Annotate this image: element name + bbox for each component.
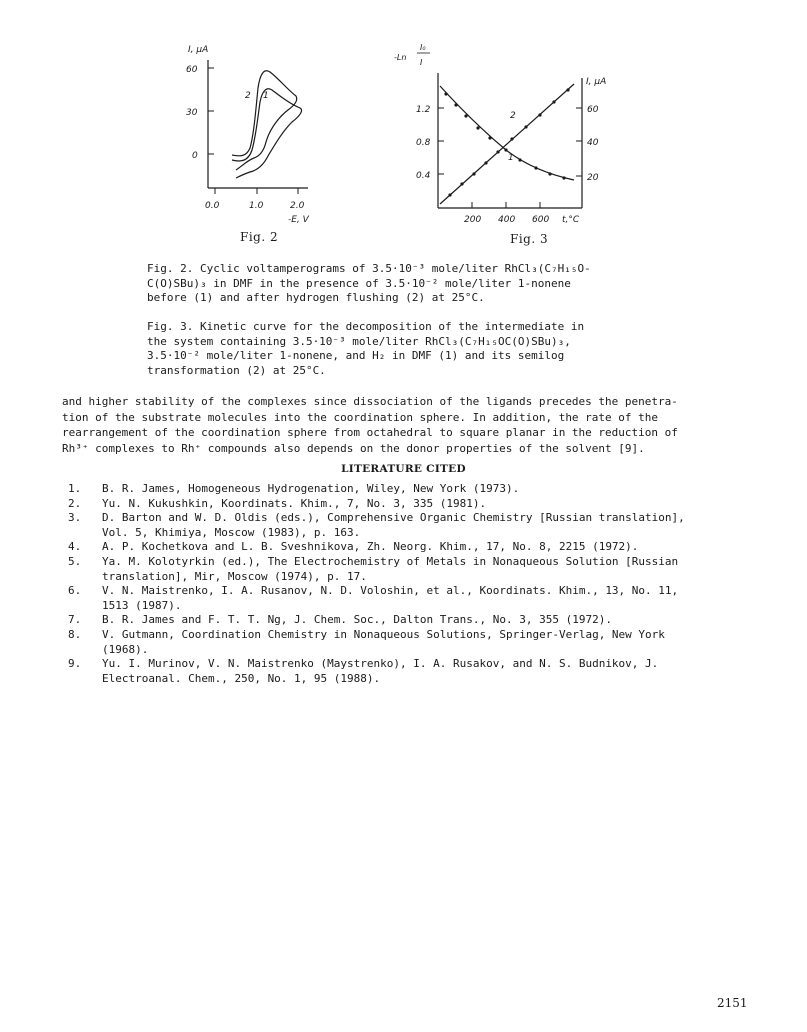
reference-text: B. R. James, Homogeneous Hydrogenation, Wiley, New York (1973). [102,482,520,495]
reference-item [68,613,758,628]
reference-item [68,511,758,540]
reference-text: D. Barton and W. D. Oldis (eds.), Comprehensive Organic Chemistry [Russian translation], Vol. 5, Khimiya, Moscow (1983), p. 163. [102,511,685,539]
reference-number: 2. [68,496,82,510]
fig3-right-tick-label: 20 [587,173,599,183]
fig2-y-tick-label: 30 [186,108,198,118]
body-paragraph: and higher stability of the complexes since dissociation of the ligands precedes the penetra- tion of the substrate molecules into the coordination sphere. In addition, the rate of the rearrangement of the coordination sphere from octahedral to square planar in the reduction of Rh³⁺ complexes to Rh⁺ compounds also depends on the donor properties of the solvent [9]. [62,395,678,455]
literature-cited-heading: LITERATURE CITED [341,463,466,475]
fig3-curve-1 [440,86,574,180]
reference-text: V. N. Maistrenko, I. A. Rusanov, N. D. Voloshin, et al., Koordinats. Khim., 13, No. 11, 1513 (1987). [102,584,679,612]
reference-number: 8. [68,627,82,641]
fig2-plot [170,38,340,228]
reference-text: A. P. Kochetkova and L. B. Sveshnikova, Zh. Neorg. Khim., 17, No. 8, 2215 (1972). [102,540,639,554]
reference-text: Ya. M. Kolotyrkin (ed.), The Electrochemistry of Metals in Nonaqueous Solution [Russian translation], Mir, Moscow (1974), p. 17. [102,554,679,583]
figures-area [170,38,640,253]
fig3-x-axis-label: t,°C [562,215,580,225]
reference-item [68,584,758,613]
reference-item [68,657,758,686]
reference-item [68,540,758,555]
fig3-left-axis-label-prefix: -Ln [394,53,407,62]
fig3-left-tick-label: 1.2 [416,105,431,115]
reference-number: 6. [68,584,82,598]
fig3-left-tick-label: 0.4 [416,171,431,181]
fig3-right-tick-label: 60 [587,105,599,115]
fig3-left-axis-label-den: I [420,58,423,67]
fig2-x-tick-label: 2.0 [290,201,305,211]
reference-number: 5. [68,554,82,568]
reference-text: B. R. James and F. T. T. Ng, J. Chem. Soc., Dalton Trans., No. 3, 355 (1972). [102,613,612,627]
fig2-y-tick-label: 0 [192,151,198,161]
reference-text: Yu. N. Kukushkin, Koordinats. Khim., 7, No. 3, 335 (1981). [102,496,487,510]
page-number: 2151 [717,996,748,1010]
fig3-label: Fig. 3 [510,232,549,246]
reference-text: V. Gutmann, Coordination Chemistry in Nonaqueous Solutions, Springer-Verlag, New York (1968). [102,627,665,656]
reference-item [68,482,758,497]
fig3-curve-label-1: 1 [508,153,514,163]
fig3-caption: Fig. 3. Kinetic curve for the decomposition of the intermediate in the system containing 3.5·10⁻³ mole/liter RhCl₃(C₇H₁₅OC(O)SBu)₃, 3.5·10⁻² mole/liter 1-nonene, and H₂ in DMF (1) and its semilog transformation (2) at 25°C. [147,320,585,377]
fig2-x-tick-label: 1.0 [249,201,264,211]
reference-number: 1. [68,482,82,495]
fig2-curve-label-1: 1 [263,91,269,101]
reference-number: 7. [68,613,82,627]
reference-list [68,482,758,686]
fig3-right-tick-label: 40 [587,138,599,148]
fig2-y-tick-label: 60 [186,65,198,75]
fig3-curve-label-2: 2 [510,111,516,121]
reference-number: 9. [68,657,82,671]
fig3-x-tick-label: 600 [532,215,550,225]
fig3-x-tick-label: 400 [498,215,516,225]
fig2-curve-label-2: 2 [245,91,251,101]
fig2-x-tick-label: 0.0 [205,201,220,211]
fig2-label: Fig. 2 [240,230,279,244]
reference-item [68,628,758,657]
fig3-left-axis-label-num: I₀ [420,43,426,52]
reference-text: Yu. I. Murinov, V. N. Maistrenko (Maystrenko), I. A. Rusakov, and N. S. Budnikov, J. Electroanal. Chem., 250, No. 1, 95 (1988). [102,657,659,685]
reference-item [68,555,758,584]
fig3-right-axis-label: I, μA [586,77,607,87]
fig3-left-tick-label: 0.8 [416,138,431,148]
fig2-caption: Fig. 2. Cyclic voltamperograms of 3.5·10⁻³ mole/liter RhCl₃(C₇H₁₅O- C(O)SBu)₃ in DMF in the presence of 3.5·10⁻² mole/liter 1-nonene before (1) and after hydrogen flushing (2) at 25°C. [147,262,591,305]
reference-number: 4. [68,540,82,554]
reference-item [68,497,758,512]
fig2-curve-1 [232,71,297,170]
fig2-y-unit-label: I, μA [188,45,209,55]
fig2-x-axis-label: -E, V [288,215,309,225]
reference-number: 3. [68,511,82,525]
fig3-x-tick-label: 200 [464,215,482,225]
fig3-plot [390,38,630,228]
